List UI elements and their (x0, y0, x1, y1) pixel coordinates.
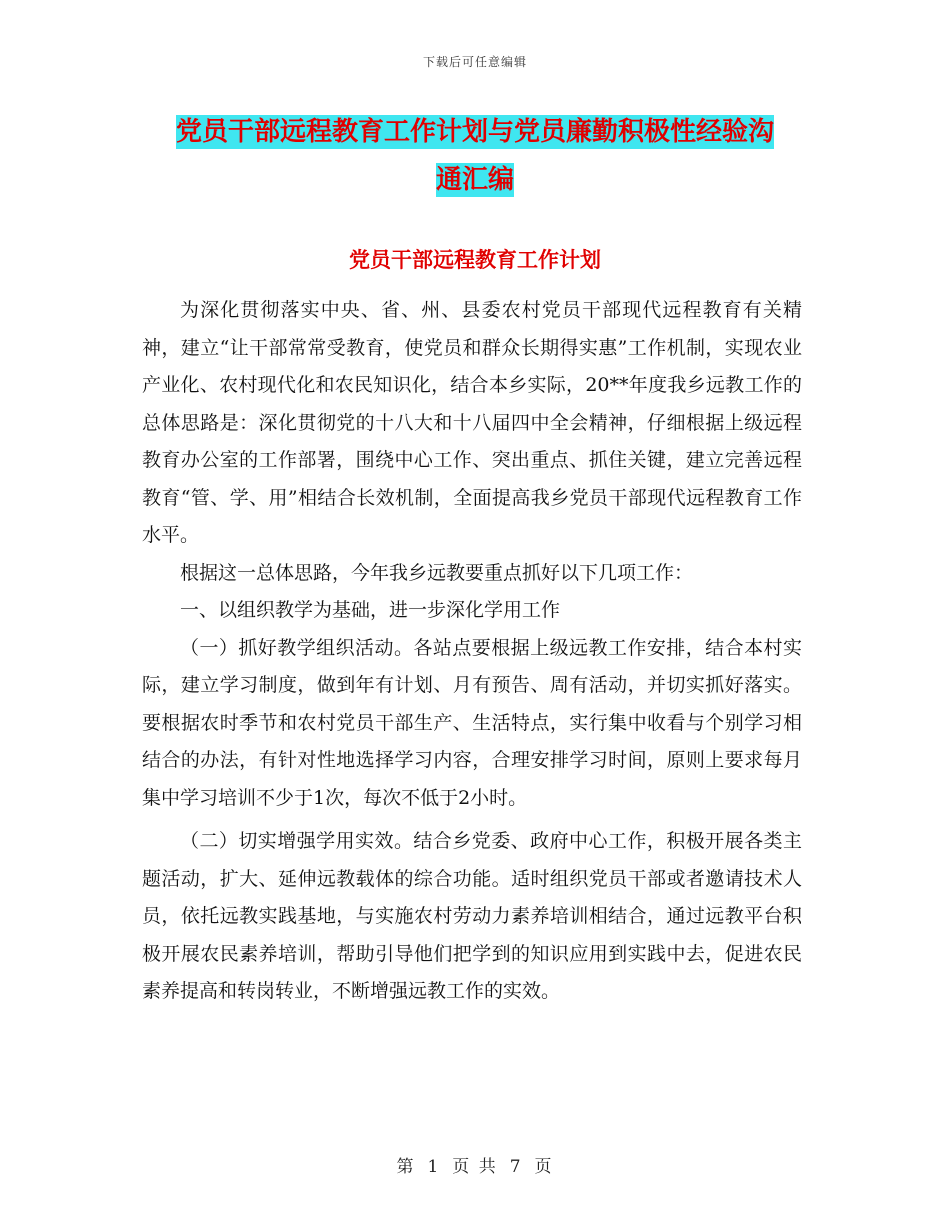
title-line-1: 党员干部远程教育工作计划与党员廉勤积极性经验沟 (175, 117, 774, 147)
paragraph-item-1: （一）抓好教学组织活动。各站点要根据上级远教工作安排，结合本村实际，建立学习制度，做到年有计划、月有预告、周有活动，并切实抓好落实。要根据农时季节和农村党员干部生产、生活特点，实行集中收看与个别学习相结合的办法，有针对性地选择学习内容，合理安排学习时间，原则上要求每月集中学习培训不少于1次，每次不低于2小时。 (142, 636, 802, 809)
footer-current-page: 1 (427, 1157, 441, 1177)
body-text (142, 292, 802, 1011)
footer-middle: 页 共 (452, 1157, 498, 1177)
paragraph-overview: 根据这一总体思路，今年我乡远教要重点抓好以下几项工作： (180, 561, 694, 584)
section-subtitle: 党员干部远程教育工作计划 (349, 248, 601, 272)
footer-total-pages: 7 (509, 1157, 523, 1177)
paragraph-item-2: （二）切实增强学用实效。结合乡党委、政府中心工作，积极开展各类主题活动，扩大、延伸远教载体的综合功能。适时组织党员干部或者邀请技术人员，依托远教实践基地，与实施农村劳动力素养培训相结合，通过远教平台积极开展农民素养培训，帮助引导他们把学到的知识应用到实践中去，促进农民素养提高和转岗转业，不断增强远教工作的实效。 (142, 830, 802, 1002)
title-line-2: 通汇编 (435, 165, 514, 195)
footer-suffix: 页 (534, 1157, 554, 1177)
section-heading-1: 一、以组织教学为基础，进一步深化学用工作 (180, 599, 561, 621)
page-footer (0, 1152, 950, 1177)
document-title (140, 108, 810, 204)
paragraph-intro: 为深化贯彻落实中央、省、州、县委农村党员干部现代远程教育有关精神，建立“让干部常常受教育，使党员和群众长期得实惠”工作机制，实现农业产业化、农村现代化和农民知识化，结合本乡实际，20**年度我乡远教工作的总体思路是：深化贯彻党的十八大和十八届四中全会精神，仔细根据上级远程教育办公室的工作部署，围绕中心工作、突出重点、抓住关键，建立完善远程教育“管、学、用”相结合长效机制，全面提高我乡党员干部现代远程教育工作水平。 (142, 299, 802, 546)
footer-prefix: 第 (396, 1157, 416, 1177)
header-note: 下载后可任意编辑 (422, 55, 527, 69)
